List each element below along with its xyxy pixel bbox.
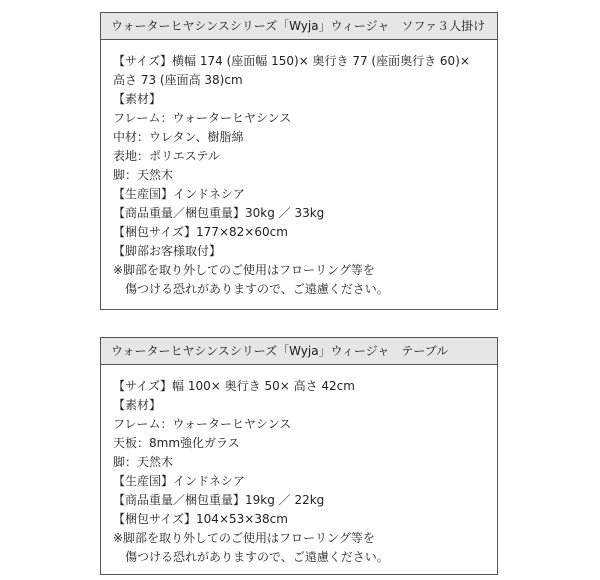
sofa-note-line: ※脚部を取り外してのご使用はフローリング等を: [113, 263, 375, 277]
table-legs-line: 脚：天然木: [113, 455, 174, 469]
sofa-note-line-cont: 傷つける恐れがありますので、ご遠慮ください。: [113, 282, 389, 296]
table-note-line: ※脚部を取り外してのご使用はフローリング等を: [113, 531, 375, 545]
table-frame-line: フレーム：ウォーターヒヤシンス: [113, 417, 292, 431]
sofa-material-heading: 【素材】: [113, 92, 162, 106]
sofa-filling-line: 中材：ウレタン、樹脂綿: [113, 130, 244, 144]
sofa-size-line: 【サイズ】横幅 174 (座面幅 150)× 奥行き 77 (座面奥行き 60)×: [113, 54, 470, 68]
table-weight-line: 【商品重量／梱包重量】19kg ／ 22kg: [113, 493, 325, 507]
table-origin-line: 【生産国】インドネシア: [113, 474, 245, 488]
sofa-size-line-cont: 高さ 73 (座面高 38)cm: [113, 73, 243, 87]
sofa-frame-line: フレーム：ウォーターヒヤシンス: [113, 111, 292, 125]
sofa-assembly-line: 【脚部お客様取付】: [113, 244, 222, 258]
table-package-size-line: 【梱包サイズ】104×53×38cm: [113, 512, 288, 526]
table-spec-title: ウォーターヒヤシンスシリーズ「Wyja」ウィージャ テーブル: [101, 338, 497, 365]
table-size-line: 【サイズ】幅 100× 奥行き 50× 高さ 42cm: [113, 379, 355, 393]
sofa-package-size-line: 【梱包サイズ】177×82×60cm: [113, 225, 288, 239]
sofa-origin-line: 【生産国】インドネシア: [113, 187, 245, 201]
sofa-spec-box: [100, 12, 498, 310]
table-spec-box: [100, 337, 498, 575]
sofa-legs-line: 脚：天然木: [113, 168, 174, 182]
sofa-spec-title: ウォーターヒヤシンスシリーズ「Wyja」ウィージャ ソファ３人掛け: [101, 13, 497, 40]
table-note-line-cont: 傷つける恐れがありますので、ご遠慮ください。: [113, 550, 389, 564]
sofa-weight-line: 【商品重量／梱包重量】30kg ／ 33kg: [113, 206, 325, 220]
table-spec-body: [101, 365, 497, 567]
table-top-line: 天板：8mm強化ガラス: [113, 436, 240, 450]
sofa-upholstery-line: 表地：ポリエステル: [113, 149, 220, 163]
table-material-heading: 【素材】: [113, 398, 162, 412]
sofa-spec-body: [101, 40, 497, 299]
